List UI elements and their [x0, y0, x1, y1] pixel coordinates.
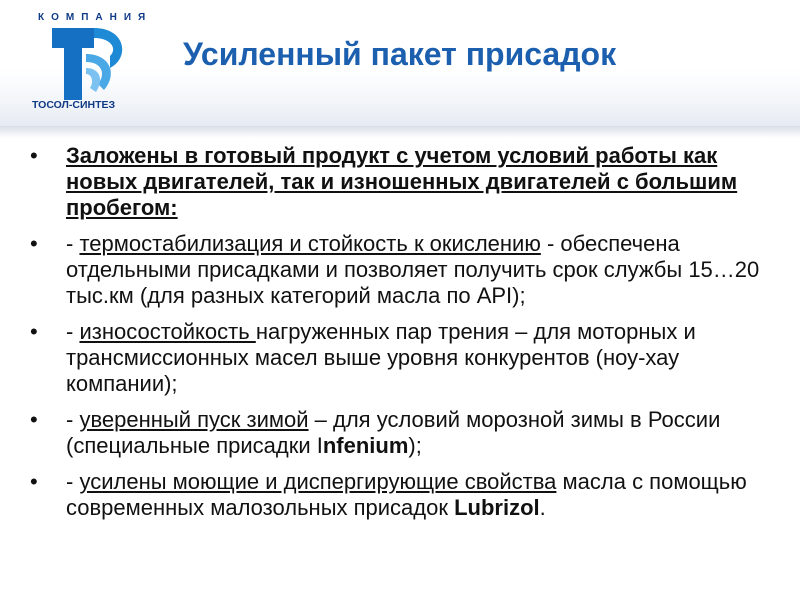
bullet-brand: Lubrizol	[454, 495, 540, 520]
bullet-item	[30, 319, 770, 397]
bullet-marker: •	[30, 469, 38, 494]
bullet-marker: •	[30, 319, 38, 344]
bullet-prefix: -	[66, 319, 80, 344]
bullet-item	[30, 231, 770, 309]
bullet-marker: •	[30, 143, 38, 168]
bullet-lead-text: Заложены в готовый продукт с учетом условий работы как новых двигателей, так и изношенных двигателей с большим пробегом:	[66, 143, 738, 220]
bullet-text: - обеспечена отдельными присадками и позволяет получить срок службы 15…20 тыс.км (для разных категорий масла по API);	[66, 231, 760, 308]
header-divider	[0, 126, 800, 138]
bullet-item	[30, 469, 770, 521]
slide-title: Усиленный пакет присадок	[183, 36, 617, 72]
bullet-suffix: );	[408, 433, 422, 458]
bullet-term: износостойкость	[79, 319, 256, 344]
logo-top-text: КОМПАНИЯ	[38, 12, 153, 23]
bullet-text: нагруженных пар трения – для моторных и трансмиссионных масел выше уровня конкурентов (ноу-хау компании);	[66, 319, 696, 396]
bullet-suffix: .	[539, 495, 546, 520]
logo-bottom-text: ТОСОЛ-СИНТЕЗ	[32, 99, 116, 111]
bullet-text: масла с помощью современных малозольных присадок	[66, 469, 747, 520]
bullet-text: – для условий морозной зимы в России (специальные присадки I	[66, 407, 721, 458]
bullet-prefix: -	[66, 231, 80, 256]
bullet-prefix: -	[66, 469, 80, 494]
bullet-term: уверенный пуск зимой	[79, 407, 309, 432]
bullet-item	[30, 407, 770, 459]
bullet-prefix: -	[66, 407, 80, 432]
company-logo	[30, 10, 155, 118]
bullet-item	[30, 143, 770, 221]
bullet-marker: •	[30, 231, 38, 256]
bullet-term: термостабилизация и стойкость к окислению	[79, 231, 541, 256]
bullet-list	[30, 143, 770, 531]
bullet-term: усилены моющие и диспергирующие свойства	[79, 469, 557, 494]
bullet-marker: •	[30, 407, 38, 432]
bullet-brand: nfenium	[322, 433, 409, 458]
logo-mark-icon	[50, 28, 130, 100]
